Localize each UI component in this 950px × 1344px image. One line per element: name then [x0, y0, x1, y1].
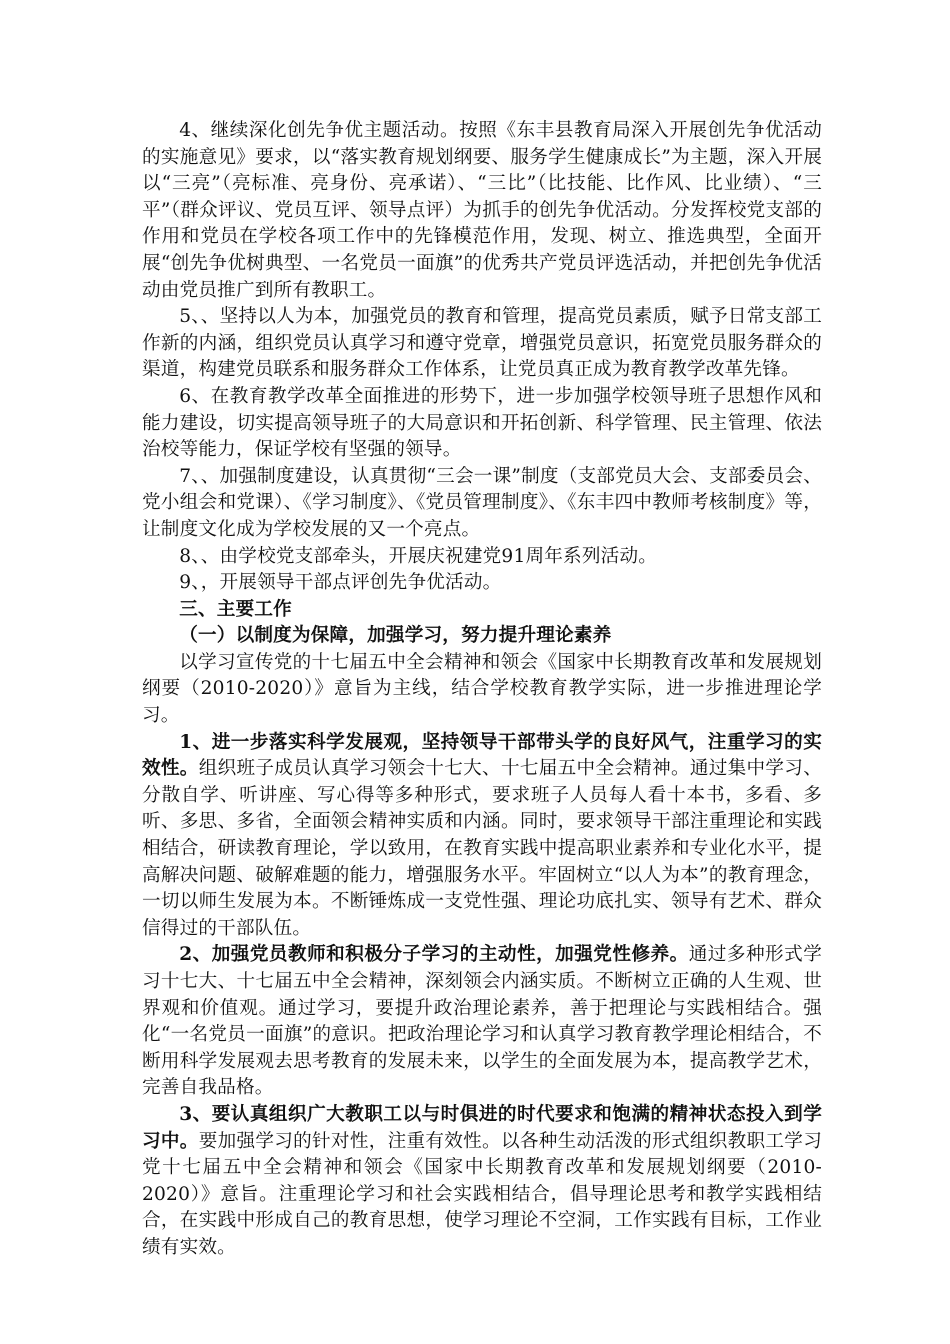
paragraph-study-3 — [142, 1102, 822, 1262]
paragraph-study-1-body: 组织班子成员认真学习领会十七大、十七届五中全会精神。通过集中学习、分散自学、听讲座、写心得等多种形式，要求班子人员每人看十本书，多看、多听、多思、多省，全面领会精神实质和内涵。同时，要求领导干部注重理论和实践相结合，研读教育理论，学以致用，在教育实践中提高职业素养和专业化水平，提高解决问题、破解难题的能力，增强服务水平。牢固树立“以人为本”的教育理念，一切以师生发展为本。不断锤炼成一支党性强、理论功底扎实、领导有艺术、群众信得过的干部队伍。 — [142, 758, 822, 939]
subsection-heading-1: （一）以制度为保障，加强学习，努力提升理论素养 — [179, 625, 612, 647]
paragraph-item-8: 8、、由学校党支部牵头，开展庆祝建党91周年系列活动。 — [179, 545, 658, 567]
paragraph-item-9: 9、，开展领导干部点评创先争优活动。 — [179, 572, 502, 594]
paragraph-item-5: 5、、坚持以人为本，加强党员的教育和管理，提高党员素质，赋予日常支部工作新的内涵，组织党员认真学习和遵守党章，增强党员意识，拓宽党员服务群众的渠道，构建党员联系和服务群众工作体系，让党员真正成为教育教学改革先锋。 — [142, 306, 822, 381]
paragraph-study-2-body: 通过多种形式学习十七大、十七届五中全会精神，深刻领会内涵实质。不断树立正确的人生观、世界观和价值观。通过学习，要提升政治理论素养，善于把理论与实践相结合。强化“一名党员一面旗”的意识。把政治理论学习和认真学习教育教学理论相结合，不断用科学发展观去思考教育的发展未来，以学生的全面发展为本，提高教学艺术，完善自我品格。 — [142, 944, 822, 1099]
paragraph-item-6: 6、在教育教学改革全面推进的形势下，进一步加强学校领导班子思想作风和能力建设，切实提高领导班子的大局意识和开拓创新、科学管理、民主管理、依法治校等能力，保证学校有坚强的领导。 — [142, 385, 822, 461]
paragraph-study-2 — [142, 942, 822, 1102]
paragraph-study-1-lead: 1、进一步落实科学发展观，坚持领导干部带头学的良好风气，注重学习的实效性。 — [142, 731, 822, 780]
paragraph-item-4: 4、继续深化创先争优主题活动。按照《东丰县教育局深入开展创先争优活动的实施意见》要求，以“落实教育规划纲要、服务学生健康成长”为主题，深入开展以“三亮”（亮标准、亮身份、亮承诺）、“三比”（比技能、比作风、比业绩）、“三平”（群众评议、党员互评、领导点评）为抓手的创先争优活动。分发挥校党支部的作用和党员在学校各项工作中的先锋模范作用，发现、树立、推选典型，全面开展“创先争优树典型、一名党员一面旗”的优秀共产党员评选活动，并把创先争优活动由党员推广到所有教职工。 — [142, 120, 822, 301]
document-body — [142, 118, 822, 1262]
paragraph-intro-study: 以学习宣传党的十七届五中全会精神和领会《国家中长期教育改革和发展规划纲要（2010-2020）》意旨为主线，结合学校教育教学实际，进一步推进理论学习。 — [142, 651, 822, 727]
paragraph-study-2-lead: 2、加强党员教师和积极分子学习的主动性，加强党性修养。 — [179, 944, 689, 966]
paragraph-study-1 — [142, 730, 822, 943]
paragraph-study-3-body: 要加强学习的针对性，注重有效性。以各种生动活泼的形式组织教职工学习党十七届五中全会精神和领会《国家中长期教育改革和发展规划纲要（2010-2020）》意旨。注重理论学习和社会实践相结合，倡导理论思考和教学实践相结合，在实践中形成自己的教育思想，使学习理论不空洞，工作实践有目标，工作业绩有实效。 — [142, 1130, 822, 1258]
section-heading-main-work: 三、主要工作 — [179, 598, 292, 620]
paragraph-item-7: 7、、加强制度建设，认真贯彻“三会一课”制度（支部党员大会、支部委员会、党小组会和党课）、《学习制度》、《党员管理制度》、《东丰四中教师考核制度》等，让制度文化成为学校发展的又一个亮点。 — [142, 465, 822, 540]
paragraph-study-3-lead: 3、要认真组织广大教职工以与时俱进的时代要求和饱满的精神状态投入到学习中。 — [142, 1103, 822, 1152]
